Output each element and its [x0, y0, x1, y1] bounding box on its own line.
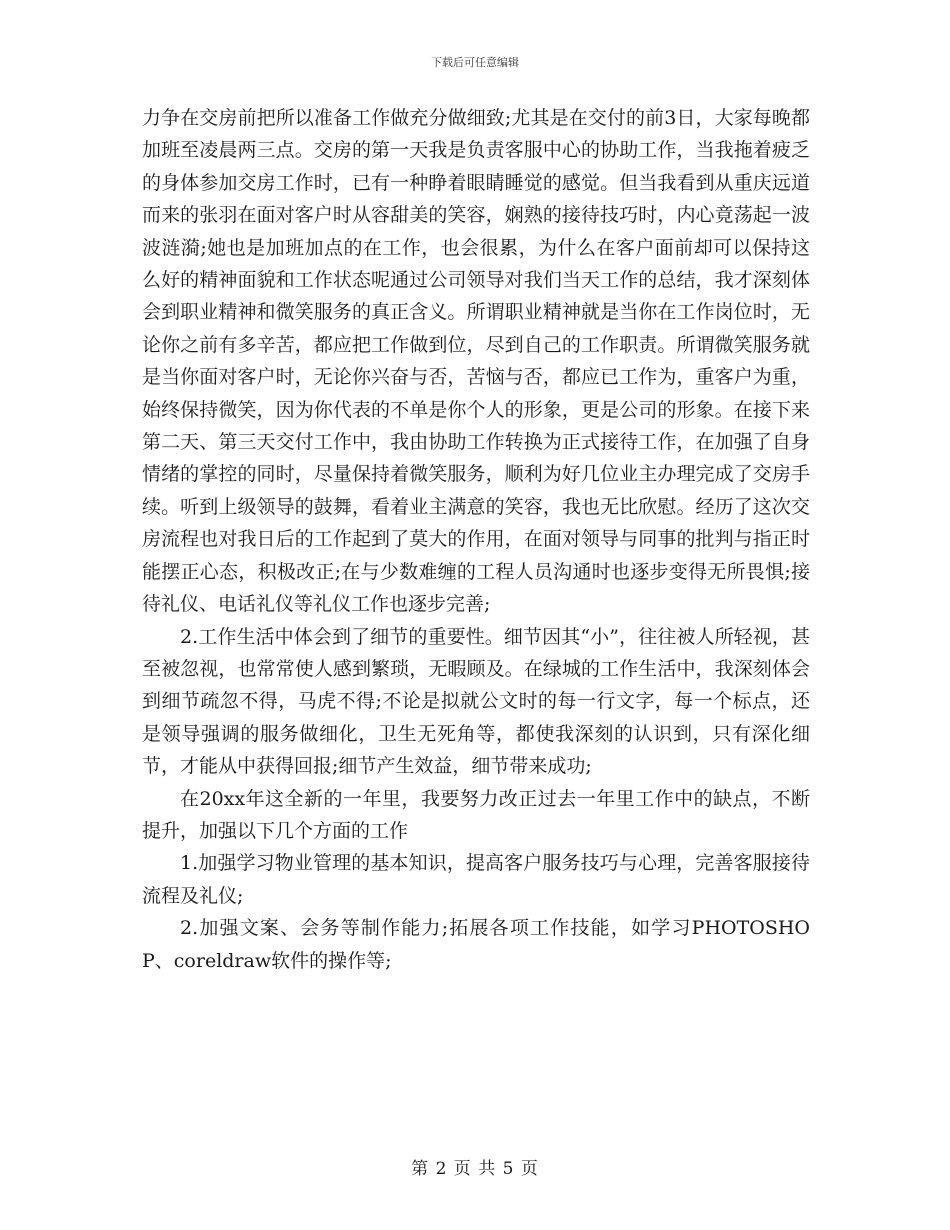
paragraph-delivery-experience: 力争在交房前把所以准备工作做充分做细致;尤其是在交付的前3日，大家每晚都加班至凌晨两三点。交房的第一天我是负责客服中心的协助工作，当我拖着疲乏的身体参加交房工作时，已有一种睁着眼睛睡觉的感觉。但当我看到从重庆远道而来的张羽在面对客户时从容甜美的笑容，娴熟的接待技巧时，内心竟荡起一波波涟漪;她也是加班加点的在工作，也会很累，为什么在客户面前却可以保持这么好的精神面貌和工作状态呢通过公司领导对我们当天工作的总结，我才深刻体会到职业精神和微笑服务的真正含义。所谓职业精神就是当你在工作岗位时，无论你之前有多辛苦，都应把工作做到位，尽到自己的工作职责。所谓微笑服务就是当你面对客户时，无论你兴奋与否，苦恼与否，都应已工作为，重客户为重，始终保持微笑，因为你代表的不单是你个人的形象，更是公司的形象。在接下来第二天、第三天交付工作中，我由协助工作转换为正式接待工作，在加强了自身情绪的掌控的同时，尽量保持着微笑服务，顺利为好几位业主办理完成了交房手续。听到上级领导的鼓舞，看着业主满意的笑容，我也无比欣慰。经历了这次交房流程也对我日后的工作起到了莫大的作用，在面对领导与同事的批判与指正时能摆正心态，积极改正;在与少数难缠的工程人员沟通时也逐步变得无所畏惧;接待礼仪、电话礼仪等礼仪工作也逐步完善; — [142, 107, 810, 616]
paragraph-detail-importance: 2.工作生活中体会到了细节的重要性。细节因其“小”，往往被人所轻视，甚至被忽视，也常常使人感到繁琐，无暇顾及。在绿城的工作生活中，我深刻体会到细节疏忽不得，马虎不得;不论是拟就公文时的每一行文字，每一个标点，还是领导强调的服务做细化，卫生无死角等，都使我深刻的认识到，只有深化细节，才能从中获得回报;细节产生效益，细节带来成功; — [142, 625, 810, 778]
paragraph-new-year-plan: 在20xx年这全新的一年里，我要努力改正过去一年里工作中的缺点，不断提升，加强以下几个方面的工作 — [142, 787, 810, 842]
page-header: 下载后可任意编辑 — [431, 56, 519, 69]
paragraph-plan-item-2: 2.加强文案、会务等制作能力;拓展各项工作技能，如学习PHOTOSHOP、coreldraw软件的操作等; — [142, 917, 810, 972]
paragraph-plan-item-1: 1.加强学习物业管理的基本知识，提高客户服务技巧与心理，完善客服接待流程及礼仪; — [142, 852, 810, 907]
page-number: 第 2 页 共 5 页 — [411, 1159, 539, 1179]
document-body — [142, 102, 810, 977]
